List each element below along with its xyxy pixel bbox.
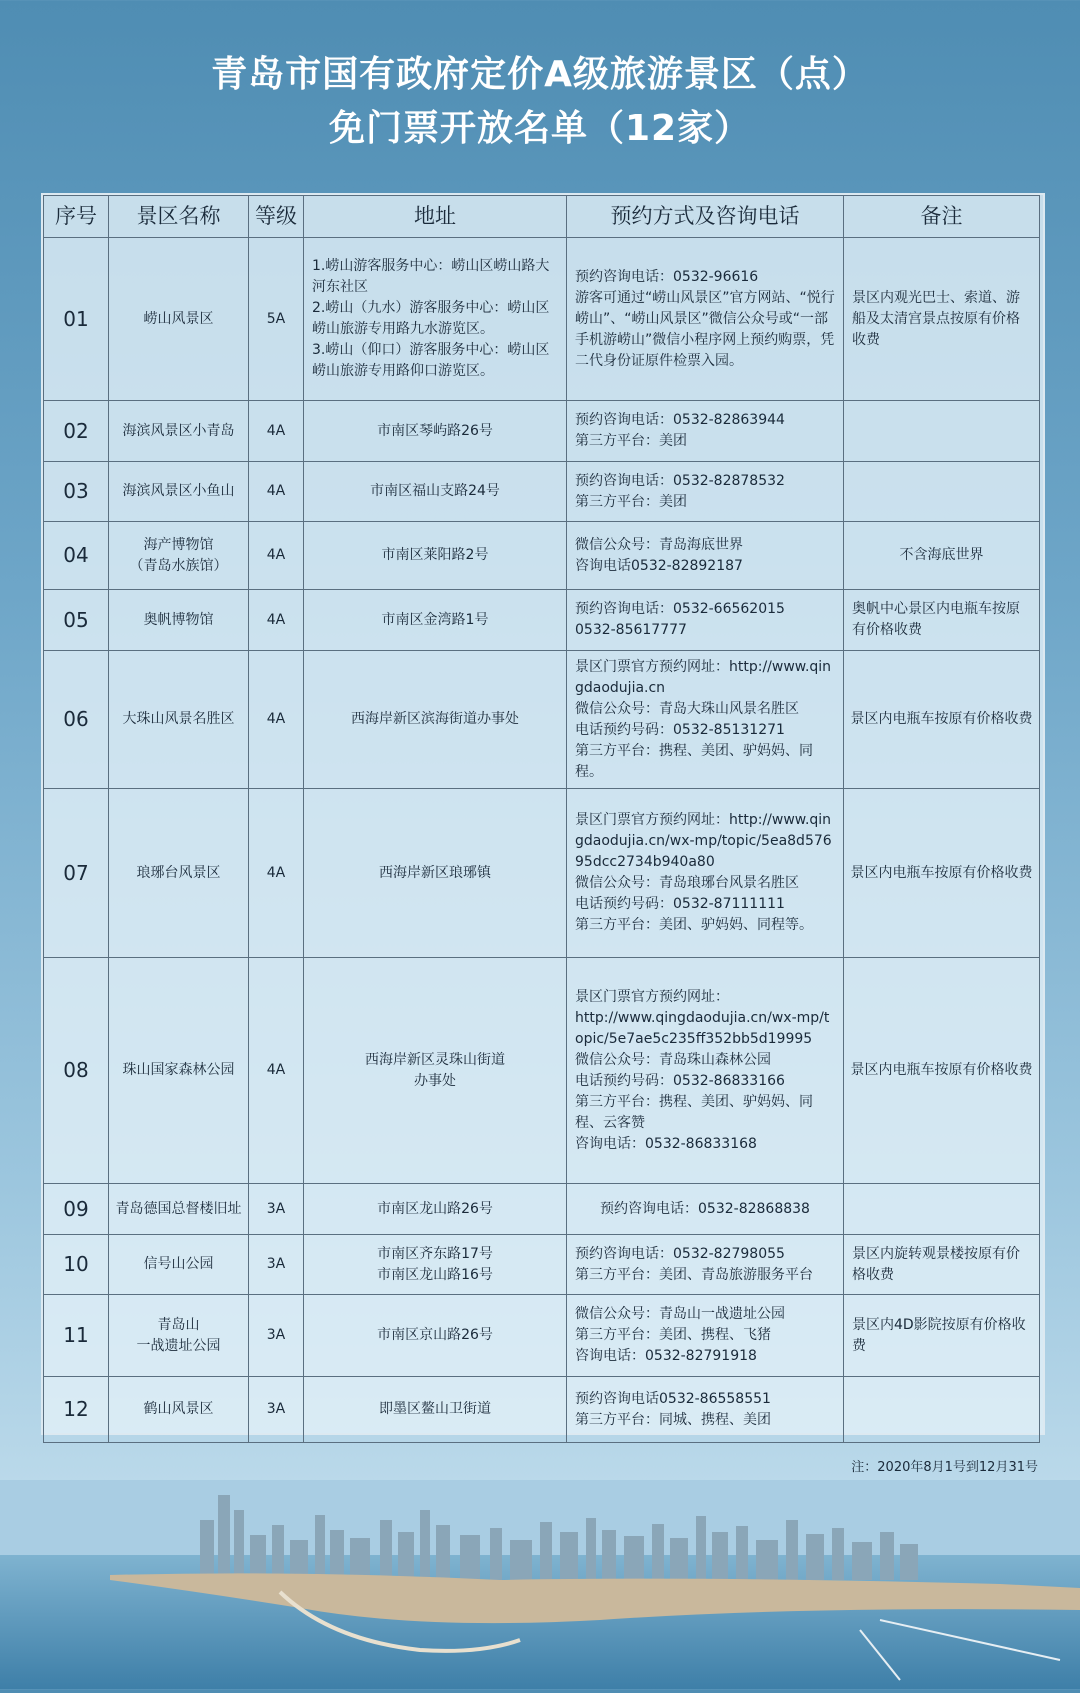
cell-level: 4A (249, 590, 304, 651)
header-name: 景区名称 (109, 196, 249, 238)
cell-address: 市南区京山路26号 (304, 1295, 567, 1377)
cell-level: 4A (249, 401, 304, 462)
cell-no: 01 (44, 238, 109, 401)
cell-remark: 奥帆中心景区内电瓶车按原有价格收费 (844, 590, 1040, 651)
scenic-spot-table (43, 195, 1040, 1443)
title-line-2: 免门票开放名单（12家） (328, 108, 752, 149)
cell-contact: 微信公众号：青岛海底世界 咨询电话0532-82892187 (567, 522, 844, 590)
table-row (44, 651, 1040, 789)
cell-contact: 预约咨询电话0532-86558551 第三方平台：同城、携程、美团 (567, 1377, 844, 1443)
cell-name: 青岛山 一战遗址公园 (109, 1295, 249, 1377)
scenic-spot-table-panel (41, 193, 1045, 1435)
cell-remark: 景区内电瓶车按原有价格收费 (844, 958, 1040, 1184)
cell-level: 4A (249, 462, 304, 522)
cell-contact: 预约咨询电话：0532-82878532 第三方平台：美团 (567, 462, 844, 522)
cell-level: 4A (249, 651, 304, 789)
header-level: 等级 (249, 196, 304, 238)
page-title (0, 48, 1080, 156)
cell-contact: 预约咨询电话：0532-66562015 0532-85617777 (567, 590, 844, 651)
cell-level: 4A (249, 522, 304, 590)
cell-level: 3A (249, 1295, 304, 1377)
city-skyline-image (0, 1480, 1080, 1689)
table-row (44, 958, 1040, 1184)
cell-address: 市南区金湾路1号 (304, 590, 567, 651)
cell-address: 西海岸新区灵珠山街道 办事处 (304, 958, 567, 1184)
cell-name: 琅琊台风景区 (109, 789, 249, 958)
cell-no: 03 (44, 462, 109, 522)
cell-remark: 景区内电瓶车按原有价格收费 (844, 789, 1040, 958)
cell-contact: 预约咨询电话：0532-96616 游客可通过“崂山风景区”官方网站、“悦行崂山”、“崂山风景区”微信公众号或“一部手机游崂山”微信小程序网上预约购票，凭二代身份证原件检票入园。 (567, 238, 844, 401)
cell-no: 04 (44, 522, 109, 590)
cell-contact: 预约咨询电话：0532-82798055 第三方平台：美团、青岛旅游服务平台 (567, 1235, 844, 1295)
cell-address: 市南区龙山路26号 (304, 1184, 567, 1235)
cell-name: 海滨风景区小青岛 (109, 401, 249, 462)
cell-name: 崂山风景区 (109, 238, 249, 401)
header-remark: 备注 (844, 196, 1040, 238)
cell-level: 5A (249, 238, 304, 401)
cell-name: 海产博物馆 （青岛水族馆） (109, 522, 249, 590)
table-row (44, 238, 1040, 401)
cell-address: 西海岸新区滨海街道办事处 (304, 651, 567, 789)
cell-level: 3A (249, 1184, 304, 1235)
table-row (44, 522, 1040, 590)
table-row (44, 1184, 1040, 1235)
cell-remark: 景区内旋转观景楼按原有价格收费 (844, 1235, 1040, 1295)
cell-remark: 景区内观光巴士、索道、游船及太清宫景点按原有价格收费 (844, 238, 1040, 401)
skyline-illustration (0, 1480, 1080, 1689)
table-row (44, 1295, 1040, 1377)
table-row (44, 1377, 1040, 1443)
cell-no: 02 (44, 401, 109, 462)
cell-no: 12 (44, 1377, 109, 1443)
cell-address: 市南区齐东路17号 市南区龙山路16号 (304, 1235, 567, 1295)
cell-contact: 景区门票官方预约网址：http://www.qingdaodujia.cn 微信公众号：青岛大珠山风景名胜区 电话预约号码：0532-85131271 第三方平台：携程、美团、驴妈妈、同程。 (567, 651, 844, 789)
cell-remark: 景区内4D影院按原有价格收费 (844, 1295, 1040, 1377)
cell-no: 05 (44, 590, 109, 651)
cell-no: 11 (44, 1295, 109, 1377)
cell-remark: 景区内电瓶车按原有价格收费 (844, 651, 1040, 789)
table-row (44, 401, 1040, 462)
cell-level: 3A (249, 1377, 304, 1443)
cell-no: 07 (44, 789, 109, 958)
cell-address: 西海岸新区琅琊镇 (304, 789, 567, 958)
table-row (44, 462, 1040, 522)
cell-no: 10 (44, 1235, 109, 1295)
cell-remark (844, 1377, 1040, 1443)
cell-no: 06 (44, 651, 109, 789)
table-row (44, 590, 1040, 651)
title-line-1: 青岛市国有政府定价A级旅游景区（点） (211, 54, 869, 95)
footnote: 注：2020年8月1号到12月31号 (851, 1460, 1038, 1475)
cell-address: 市南区莱阳路2号 (304, 522, 567, 590)
cell-name: 奥帆博物馆 (109, 590, 249, 651)
cell-contact: 微信公众号：青岛山一战遗址公园 第三方平台：美团、携程、飞猪 咨询电话：0532-82791918 (567, 1295, 844, 1377)
cell-address: 即墨区鳌山卫街道 (304, 1377, 567, 1443)
cell-name: 大珠山风景名胜区 (109, 651, 249, 789)
cell-remark: 不含海底世界 (844, 522, 1040, 590)
cell-level: 4A (249, 958, 304, 1184)
cell-address: 市南区福山支路24号 (304, 462, 567, 522)
cell-contact: 景区门票官方预约网址： http://www.qingdaodujia.cn/wx-mp/topic/5e7ae5c235ff352bb5d19995 微信公众号：青岛珠山森林公园 电话预约号码：0532-86833166 第三方平台：携程、美团、驴妈妈、同程、云客赞 咨询电话：0532-86833168 (567, 958, 844, 1184)
header-no: 序号 (44, 196, 109, 238)
cell-name: 鹤山风景区 (109, 1377, 249, 1443)
cell-level: 4A (249, 789, 304, 958)
cell-contact: 预约咨询电话：0532-82868838 (567, 1184, 844, 1235)
cell-name: 青岛德国总督楼旧址 (109, 1184, 249, 1235)
cell-contact: 景区门票官方预约网址：http://www.qingdaodujia.cn/wx-mp/topic/5ea8d57695dcc2734b940a80 微信公众号：青岛琅琊台风景名胜区 电话预约号码：0532-87111111 第三方平台：美团、驴妈妈、同程等。 (567, 789, 844, 958)
cell-name: 信号山公园 (109, 1235, 249, 1295)
table-row (44, 789, 1040, 958)
cell-address: 市南区琴屿路26号 (304, 401, 567, 462)
header-address: 地址 (304, 196, 567, 238)
cell-no: 08 (44, 958, 109, 1184)
table-row (44, 1235, 1040, 1295)
cell-remark (844, 462, 1040, 522)
cell-name: 珠山国家森林公园 (109, 958, 249, 1184)
cell-name: 海滨风景区小鱼山 (109, 462, 249, 522)
cell-remark (844, 401, 1040, 462)
header-contact: 预约方式及咨询电话 (567, 196, 844, 238)
cell-address: 1.崂山游客服务中心：崂山区崂山路大河东社区 2.崂山（九水）游客服务中心：崂山区崂山旅游专用路九水游览区。 3.崂山（仰口）游客服务中心：崂山区崂山旅游专用路仰口游览区。 (304, 238, 567, 401)
cell-level: 3A (249, 1235, 304, 1295)
cell-remark (844, 1184, 1040, 1235)
cell-no: 09 (44, 1184, 109, 1235)
table-header-row (44, 196, 1040, 238)
cell-contact: 预约咨询电话：0532-82863944 第三方平台：美团 (567, 401, 844, 462)
